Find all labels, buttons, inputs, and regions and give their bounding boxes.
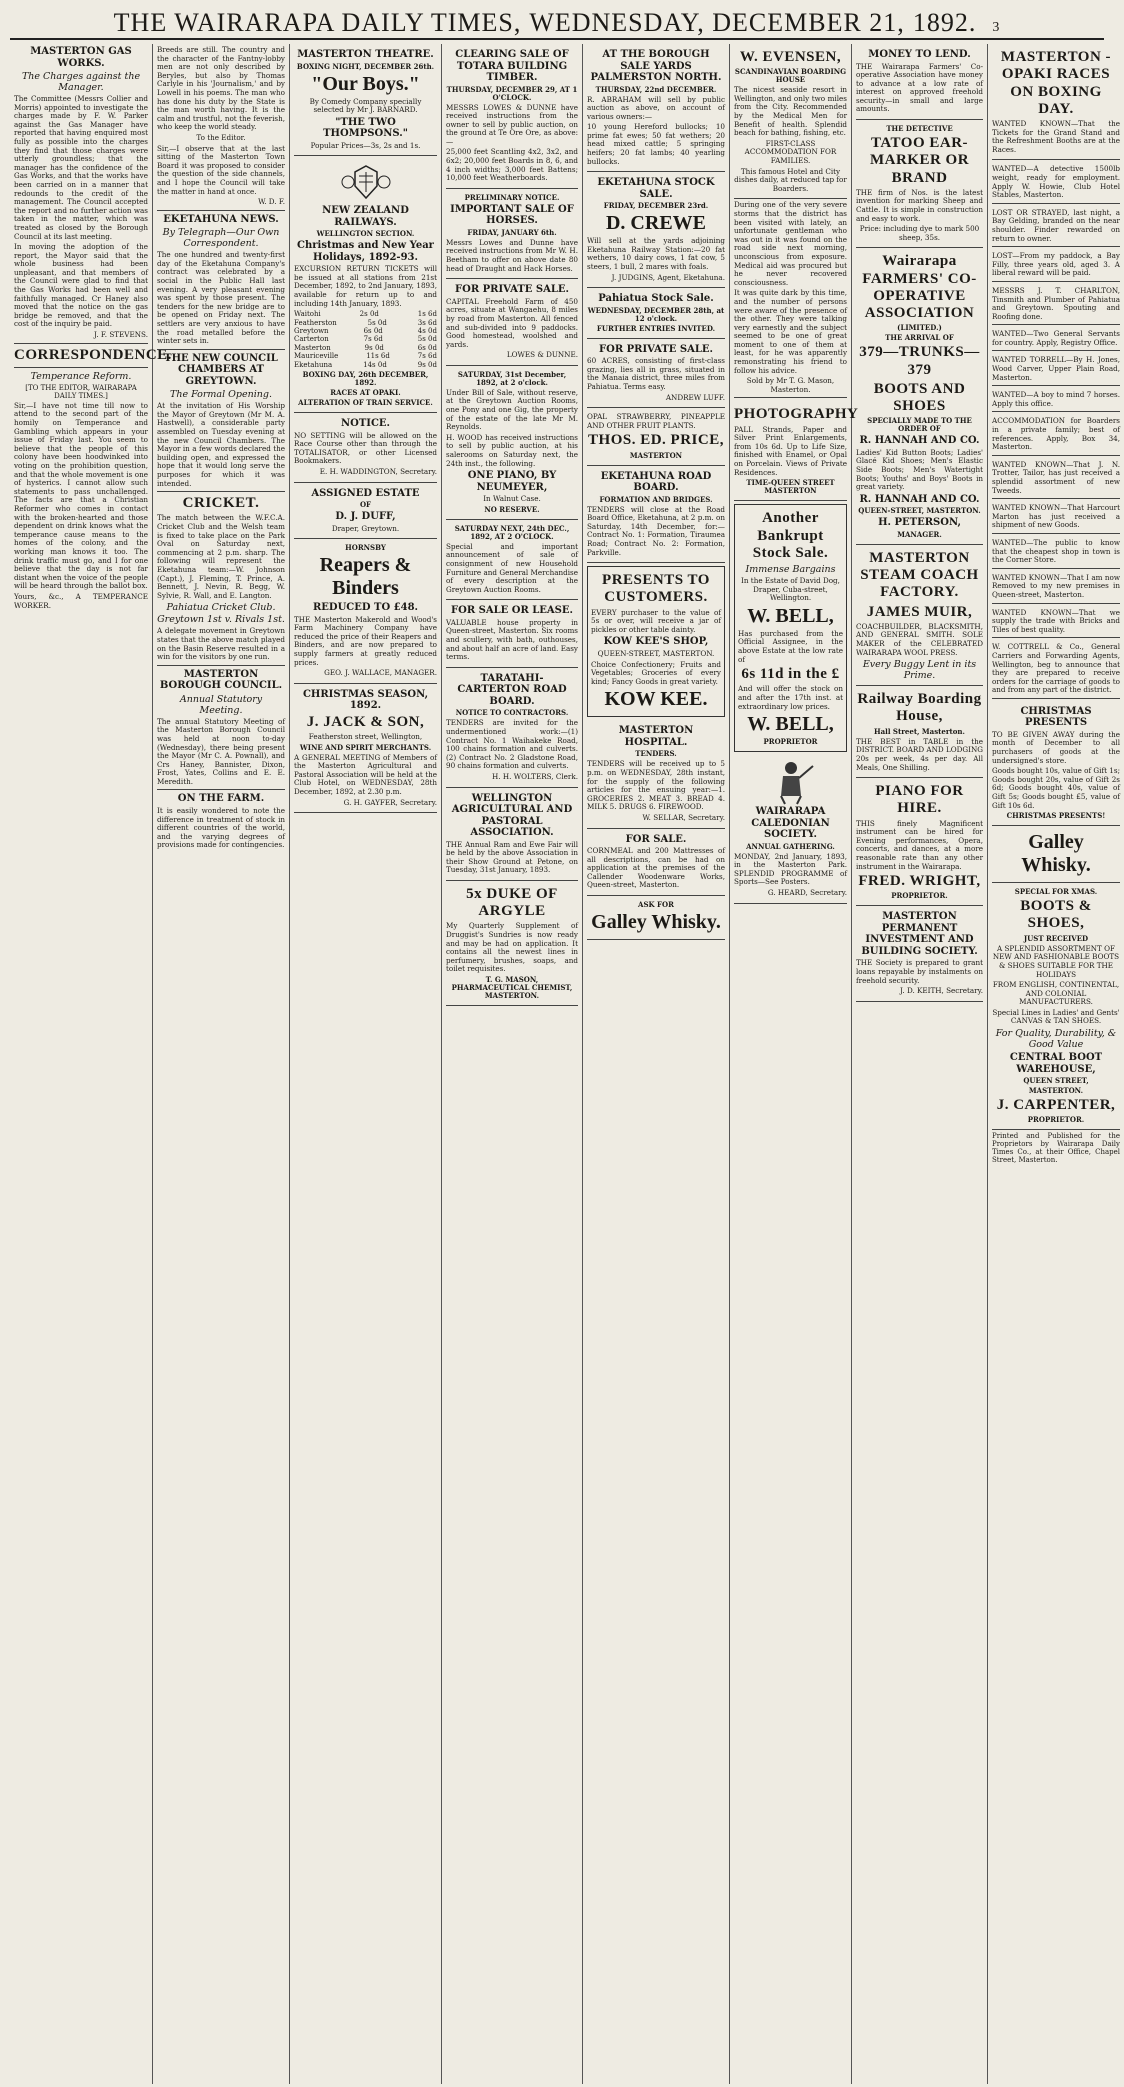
further-entries: FURTHER ENTRIES INVITED.	[596, 323, 716, 333]
printer-imprint: Printed and Published for the Proprietors by Wairarapa Daily Times Co., at their Office, Chapel Street, Masterton.	[992, 1132, 1120, 1165]
fruit-plants-body: OPAL STRAWBERRY, PINEAPPLE AND OTHER FRUIT PLANTS.	[587, 412, 725, 430]
christmas-presents-body: TO BE GIVEN AWAY during the month of December to all purchasers of goods at the undersigned's store.	[992, 729, 1120, 765]
boots-shoes-heading: BOOTS & SHOES,	[1020, 898, 1092, 932]
railway-boarding-ad	[856, 686, 983, 778]
presents-ad	[587, 566, 725, 717]
coach-factory-ad	[856, 545, 983, 686]
gas-works-heading: MASTERTON GAS WORKS.	[30, 46, 132, 69]
council-chambers-sub: The Formal Opening.	[169, 389, 273, 401]
greytown-auction-ad	[446, 366, 578, 520]
christmas-presents-title: CHRISTMAS PRESENTS	[1020, 705, 1092, 729]
gas-works-body: The Committee (Messrs Collier and Morris) appointed to investigate the charges made by F. W. Parker against the Gas Manager have reported that having enquired most fully as possible into the charges they find that those charges were utterly groundless; that the manager has the confidence of the Gas Works, and that the works have been carried on in a manner that redounds to the credit of the management. The Council accepted the report and no further action was taken in the matter, which was treated as closed by the Borough Council at its last meeting.	[14, 94, 148, 241]
hornsby-label: HORNSBY	[345, 543, 386, 553]
presents-body: EVERY purchaser to the value of 5s or over, will receive a jar of pickles or other table dainty.	[591, 607, 721, 634]
peterson-role: MANAGER.	[897, 529, 942, 539]
wanted-item: WANTED KNOWN—That we supply the trade with Bricks and Tiles of best quality.	[992, 606, 1120, 639]
private-sale-signature: LOWES & DUNNE.	[506, 350, 578, 360]
issue-date: WEDNESDAY, DECEMBER 21,	[529, 8, 905, 37]
money-body: THE Wairarapa Farmers' Co-operative Association have money to advance at a low rate of interest on approved freehold security—in small and large amounts.	[856, 61, 983, 114]
association-body: THE Annual Ram and Ewe Fair will be held by the above Association in their Show Ground at Petone, on Tuesday, 31st January, 1893.	[446, 839, 578, 875]
temperance-heading: Temperance Reform.	[30, 370, 132, 382]
kow-kee-title: KOW KEE'S SHOP,	[603, 636, 709, 648]
page-number: 3	[992, 20, 1001, 35]
central-street: QUEEN STREET,	[1023, 1076, 1089, 1086]
christmas-presents-ad	[992, 701, 1120, 826]
bell-body: Has purchased from the Official Assignee, in the above Estate at the low rate of	[738, 628, 843, 664]
hospital-body: TENDERS will be received up to 5 p.m. on WEDNESDAY, 28th instant, for the supply of the following articles for the ensuing year:—1. GROCERIES 2. MEAT 3. BREAD 4. MILK 5. DRUGS 6. FIREWOOD.	[587, 759, 725, 812]
caledonian-ad	[734, 755, 847, 903]
kow-kee-sign: KOW KEE.	[604, 688, 708, 711]
wanted-item: WANTED KNOWN—That J. N. Trotter, Tailor, has just received a splendid assortment of new Tweeds.	[992, 458, 1120, 499]
lease-ad	[446, 600, 578, 667]
peterson-name: H. PETERSON,	[878, 517, 961, 529]
photography-title: PHOTOGRAPHY	[734, 406, 859, 423]
evensen-trade: SCANDINAVIAN BOARDING HOUSE	[734, 67, 847, 85]
road-board-title: TARATAHI-CARTERTON ROAD BOARD.	[457, 672, 567, 707]
borough-council-sub: Annual Statutory Meeting.	[179, 693, 263, 716]
carpenter-role: PROPRIETOR.	[1027, 1115, 1085, 1125]
reapers-title: Reapers & Binders	[319, 554, 412, 600]
column-3	[290, 44, 442, 2084]
hospital-ad	[587, 720, 725, 828]
trunks-count: 379—TRUNKS—379	[859, 344, 980, 378]
assigned-name: D. J. DUFF,	[335, 511, 396, 523]
council-chambers-heading: THE NEW COUNCIL CHAMBERS AT GREYTOWN.	[164, 352, 278, 387]
palmerston-title: AT THE BOROUGH SALE YARDS PALMERSTON NORTH.	[590, 49, 722, 83]
story-body-2: It was quite dark by this time, and the number of persons were aware of the presence of the other. They were talking very earnestly and the subject seemed to be one of great moment to one of them at least, for he was apparently remonstrating his friend to follow his advice.	[734, 288, 847, 375]
crewe-signature: J. JUDGINS, Agent, Eketahuna.	[611, 272, 725, 282]
price-town: MASTERTON	[629, 450, 683, 460]
bankrupt-estate: In the Estate of David Dog, Draper, Cuba-street, Wellington.	[741, 576, 840, 603]
article-continued: Breeds are still. The country and the character of the Fantny-lobby men are not only described by Beryles, but also by Thomas Carlyle in his 'Journalism,' and by Lowell in his poems. The man who has done his duty by the State is the man worth having. It is the calm and trustful, not the feverish, who keep the world steady.	[157, 45, 285, 132]
cornmeal-title: FOR SALE.	[625, 833, 687, 845]
eketahuna-road-sub: FORMATION AND BRIDGES.	[599, 494, 713, 504]
ear-marker-ad	[856, 120, 983, 248]
clearing-date: THURSDAY, DECEMBER 29, AT 1 O'CLOCK.	[446, 84, 578, 102]
galley-whisky-title-2: Galley Whisky.	[1021, 831, 1091, 877]
eketahuna-stock-date: FRIDAY, DECEMBER 23rd.	[603, 201, 709, 211]
greytown-match-heading: Greytown 1st v. Rivals 1st.	[157, 614, 285, 626]
greytown-match-body: A delegate movement in Greytown states that the above match played on the Basin Reserve resulted in a win for the visitors by one run.	[157, 626, 285, 662]
fares-row: Waitohi 2s 0d 1s 6d	[294, 310, 437, 319]
duke-title: 5x DUKE OF ARGYLE	[466, 885, 558, 920]
railways-holidays: Christmas and New Year Holidays, 1892-93.	[297, 240, 434, 263]
furniture-date: SATURDAY NEXT, 24th DEC., 1892, AT 2 O'CLOCK.	[454, 523, 570, 541]
notice-body: NO SETTING will be allowed on the Race Course other than through the TOTALISATOR, or other Licensed Bookmakers.	[294, 430, 437, 466]
farm-private-body: 60 ACRES, consisting of first-class grazing, lies all in grass, situated in the Manaia district, three miles from Pahiatua. Terms easy.	[587, 356, 725, 391]
money-title: MONEY TO LEND.	[868, 49, 971, 60]
eketahuna-stock-ad	[587, 172, 725, 288]
fares-row: Featherston 5s 0d 3s 6d	[294, 318, 437, 327]
railways-body: EXCURSION RETURN TICKETS will be issued at all stations from 21st December, 1892, to 2nd January, 1893, available for return up to and including 14th January, 1893.	[294, 264, 437, 308]
correspondence-heading: CORRESPONDENCE.	[14, 346, 172, 363]
opaki-races-title: MASTERTON - OPAKI RACES ON BOXING DAY.	[1000, 49, 1112, 117]
fares-table	[294, 310, 437, 369]
evensen-note: FIRST-CLASS ACCOMMODATION FOR FAMILIES.	[744, 138, 837, 165]
reapers-signature: GEO. J. WALLACE, MANAGER.	[324, 668, 437, 678]
tatoo-body: THE firm of Nos. is the latest invention for marking Sheep and Cattle. It is simple in construction and easy to work.	[856, 187, 983, 223]
column-6	[730, 44, 859, 2084]
palmerston-body: R. ABRAHAM will sell by public auction as above, on account of various owners:—	[587, 94, 725, 121]
wanted-item: WANTED—A detective 1500lb weight, ready for employment. Apply W. Howie, Club Hotel Stables, Masterton.	[992, 162, 1120, 203]
duke-body: My Quarterly Supplement of Druggist's Sundries is now ready and may be had on application. It contains all the newest lines in perfumery, brushes, soaps, and toilet requisites.	[446, 921, 578, 974]
eketahuna-road-body: TENDERS will close at the Road Board Office, Eketahuna, at 2 p.m. on Saturday, 14th December, for:—Contract No. 1: Formation, Tiraumea Road; Contract No. 2: Formation, Parkville.	[587, 504, 725, 557]
christmas-presents-banner: CHRISTMAS PRESENTS!	[1006, 811, 1106, 821]
photography-body: PALL Strands, Paper and Silver Print Enlargements, from 10s 6d. Up to Life Size, finished with Enamel, or Opal on Porcelain. Views of Private Residences.	[734, 424, 847, 477]
eketahuna-road-title: EKETAHUNA ROAD BOARD.	[600, 470, 712, 494]
quality-tagline: For Quality, Durability, & Good Value	[995, 1028, 1117, 1051]
hospital-sub: TENDERS.	[635, 749, 677, 759]
letter-body: Sir,—I observe that at the last sitting of the Masterton Town Board it was proposed to consider the question of the side channels, and I hope the Council will take the matter in hand at once.	[157, 143, 285, 196]
council-chambers-body: At the invitation of His Worship the Mayor of Greytown (Mr M. A. Hastwell), a considerable party assembled on Tuesday evening at the new Council Chambers. The Mayor in a few words declared the building open, and expressed the hope that it would long serve the purposes for which it was intended.	[157, 401, 285, 488]
private-sale-body: CAPITAL Freehold Farm of 450 acres, situate at Wangaehu, 8 miles by road from Masterton. All fenced and sub-divided into 9 paddocks. Good homestead, woolshed and yards.	[446, 296, 578, 349]
muir-name: JAMES MUIR,	[866, 603, 973, 620]
coach-title: MASTERTON STEAM COACH FACTORY.	[860, 549, 979, 601]
bell-body-2: And will offer the stock on and after the 17th inst. at extraordinary low prices.	[738, 684, 843, 711]
bankrupt-sale-ad	[734, 504, 847, 752]
wanted-item: LOST OR STRAYED, last night, a Bay Gelding, branded on the near shoulder. Finder rewarded on return to owner.	[992, 206, 1120, 247]
lease-title: FOR SALE OR LEASE.	[451, 605, 573, 617]
boots-made-label: SPECIALLY MADE TO THE ORDER OF	[867, 416, 972, 434]
horses-date: FRIDAY, JANUARY 6th.	[467, 227, 557, 237]
reapers-price: REDUCED TO £48.	[312, 602, 419, 614]
boots-shoes-title: BOOTS AND SHOES	[873, 380, 966, 415]
opaki-races: RACES AT OPAKI.	[330, 388, 401, 398]
price-name: THOS. ED. PRICE,	[588, 432, 724, 449]
auction-date: SATURDAY, 31st December, 1892, at 2 o'clock.	[457, 369, 567, 387]
ask-for-label: ASK FOR	[638, 899, 674, 909]
association-title: WELLINGTON AGRICULTURAL AND PASTORAL ASSOCIATION.	[451, 792, 573, 838]
bell-signature: W. BELL,	[747, 713, 834, 736]
galley-whisky-title: Galley Whisky.	[591, 910, 721, 933]
kow-kee-address: QUEEN-STREET, MASTERTON.	[597, 648, 715, 658]
mason-credit: Sold by Mr T. G. Mason, Masterton.	[746, 376, 835, 394]
farm-body: It is easily wondered to note the difference in treatment of stock in different countries of the world, and the varying degrees of provisions made for contingencies.	[157, 805, 285, 850]
muir-body-2: Every Buggy Lent in its Prime.	[862, 659, 977, 682]
farm-heading: ON THE FARM.	[177, 793, 265, 805]
fares-row: Eketahuna 14s 0d 9s 0d	[294, 360, 437, 369]
boots-list: Ladies' Kid Button Boots; Ladies' Glacé Kid Shoes; Men's Elastic Side Boots; Men's Watertight Boots; Youths' and Boys' Boots in great variety.	[856, 447, 983, 492]
wanted-item: ACCOMMODATION for Boarders in a private family; best of references. Apply, Box 34, Masterton.	[992, 414, 1120, 455]
evensen-ad	[734, 44, 847, 199]
cricket-body: The match between the W.F.C.A. Cricket Club and the Welsh team is fixed to take place on the Park Oval on Saturday next, commencing at 2 p.m. sharp. The following will represent the Eketahuna team:—W. Johnson (Capt.), J. Fleming, T. Prince, A. Bennett, J. Nevin, R. Begg, W. Sylvie, R. Wall, and E. Langton.	[157, 513, 285, 600]
fares-row: Masterton 9s 0d 6s 0d	[294, 343, 437, 352]
caledonian-title: WAIRARAPA CALEDONIAN SOCIETY.	[751, 806, 830, 841]
pahiatua-stock-title: Pahiatua Stock Sale.	[598, 293, 714, 305]
just-received: JUST RECEIVED	[1023, 933, 1089, 943]
wright-name: FRED. WRIGHT,	[858, 873, 981, 890]
railway-boarding-title: Railway Boarding House,	[857, 691, 982, 725]
pahiatua-stock-ad	[587, 288, 725, 339]
story-body: During one of the very severe storms that the district has been visited with lately, an unfortunate gentleman who was out in it was found on the road side next morning, unconscious from exposure. Medical aid was procured but he never recovered consciousness.	[734, 200, 847, 287]
bell-price: 6s 11d in the £	[741, 666, 840, 683]
clearing-items: 25,000 feet Scantling 4x2, 3x2, and 6x2; 20,000 feet Boards in 8, 6, and 4 inch widths; 3,000 feet Battens; 10,000 feet Weatherboards.	[446, 147, 578, 183]
farmers-limited: (LIMITED.)	[897, 323, 942, 333]
piano-case: In Walnut Case.	[483, 494, 541, 504]
theatre-title: MASTERTON THEATRE.	[297, 49, 434, 60]
clearing-sale-ad	[446, 44, 578, 189]
theatre-show: "Our Boys."	[311, 72, 420, 95]
central-town: MASTERTON.	[1028, 1086, 1084, 1096]
hospital-title: MASTERTON HOSPITAL.	[618, 725, 694, 748]
building-society-title: MASTERTON PERMANENT INVESTMENT AND BUILDING SOCIETY.	[861, 911, 978, 957]
piano-hire-title: PIANO FOR HIRE.	[875, 783, 964, 817]
cornmeal-body: CORNMEAL and 200 Mattresses of all descriptions, can be had on application at the premises of the Callender Woodenware Works, Queen-street, Masterton.	[587, 846, 725, 890]
wanted-item: WANTED TORRELL—By H. Jones, Wood Carver, Upper Plain Road, Masterton.	[992, 353, 1120, 386]
gas-works-signature: J. F. STEVENS.	[94, 330, 148, 340]
reapers-body: THE Masterton Makerold and Wood's Farm Machinery Company have reduced the price of their Reapers and Binders, and are now prepared to supply farmers at greatly reduced prices.	[294, 614, 437, 667]
auction-body: Under Bill of Sale, without reserve, at the Greytown Auction Rooms, one Pony and one Gig, the property of the estate of the late Mr M. Reynolds.	[446, 387, 578, 432]
railways-section: WELLINGTON SECTION.	[316, 229, 415, 239]
column-2	[153, 44, 290, 2084]
money-lend-ad	[856, 44, 983, 120]
kow-kee-items: Choice Confectionery; Fruits and Vegetables; Groceries of every kind; Fancy Goods in great variety.	[591, 659, 721, 686]
train-alteration: ALTERATION OF TRAIN SERVICE.	[298, 398, 433, 408]
piano-title: ONE PIANO, BY NEUMEYER,	[467, 470, 557, 493]
tatoo-price: Price: including dye to mark 500 sheep, 35s.	[859, 224, 980, 242]
fares-row: Carterton 7s 6d 5s 0d	[294, 335, 437, 344]
farm-private-title: FOR PRIVATE SALE.	[599, 343, 713, 355]
caledonian-body: MONDAY, 2nd January, 1893, in the Masterton Park. SPLENDID PROGRAMME of Sports—See Posters.	[734, 851, 847, 887]
building-society-body: THE Society is prepared to grant loans repayable by instalments on freehold security.	[856, 958, 983, 985]
clearing-body: MESSRS LOWES & DUNNE have received instructions from the owner to sell by public auction, on the ground at Te Ore Ore, as above:—	[446, 102, 578, 146]
opaki-races-body: WANTED KNOWN—That the Tickets for the Grand Stand and the Refreshment Booths are at the Races.	[992, 119, 1120, 154]
boxing-day-heading: BOXING DAY, 26th DECEMBER, 1892.	[302, 370, 429, 388]
general-meeting-signature: G. H. GAYFER, Secretary.	[343, 797, 437, 807]
galley-whisky-ad-2	[992, 826, 1120, 883]
gas-works-body-2: In moving the adoption of the report, the Mayor said that the whole business had been unpleasant, and that members of the Council were glad to find that the Gas Works had been well and faithfully managed. Cr Haney also moved that the notice on the gas bridge be removed, and that the cost of the inquiry be paid.	[14, 242, 148, 329]
wanted-item: WANTED KNOWN—That I am now Removed to my new premises in Queen-street, Masterton.	[992, 571, 1120, 604]
column-1	[10, 44, 172, 2084]
jack-son-trade: WINE AND SPIRIT MERCHANTS.	[299, 742, 432, 752]
road-board-body: TENDERS are invited for the undermentioned work:—(1) Contract No. 1 Waihakeke Road, 100 chains formation and culverts. (2) Contract No. 2 Gladstone Road, 90 chains formation and culverts.	[446, 718, 578, 771]
assigned-trade: Draper, Greytown.	[331, 523, 400, 533]
wanted-item: WANTED—The public to know that the cheapest shop in town is the Corner Store.	[992, 536, 1120, 569]
pahiatua-stock-date: WEDNESDAY, DECEMBER 28th, at 12 o'clock.	[587, 305, 725, 323]
notice-signature: E. H. WADDINGTON, Secretary.	[319, 466, 437, 476]
letter-signature: W. D. F.	[258, 197, 285, 207]
horses-body: Messrs Lowes and Dunne have received instructions from Mr W. H. Beetham to offer on above date 80 head of Draught and Hack Horses.	[446, 237, 578, 273]
piper-emblem-icon	[734, 758, 847, 804]
columns	[10, 44, 1120, 2084]
coat-of-arms-icon	[294, 162, 437, 202]
building-society-ad	[856, 906, 983, 1001]
railways-title: NEW ZEALAND RAILWAYS.	[322, 205, 409, 228]
muir-body: COACHBUILDER, BLACKSMITH, AND GENERAL SMITH. SOLE MAKER of the CELEBRATED WAIRARAPA WOOL PRESS.	[856, 621, 983, 657]
fruit-plants-ad	[587, 408, 725, 465]
wanted-item: LOST—From my paddock, a Bay Filly, three years old, aged 3. A liberal reward will be paid.	[992, 249, 1120, 282]
furniture-sale-ad	[446, 520, 578, 601]
farm-private-sale-ad	[587, 339, 725, 408]
xmas-special: SPECIAL FOR XMAS.	[1014, 887, 1098, 897]
borough-council-heading: MASTERTON BOROUGH COUNCIL.	[159, 668, 283, 692]
farmers-association-ad	[856, 248, 983, 544]
column-7	[852, 44, 988, 2084]
lease-body: VALUABLE house property in Queen-street, Masterton. Six rooms and scullery, with bath, outhouses, and about half an acre of land. Easy terms.	[446, 617, 578, 662]
palmerston-sale-ad	[587, 44, 725, 172]
galley-whisky-ad	[587, 896, 725, 940]
preliminary-notice: PRELIMINARY NOTICE.	[464, 192, 560, 202]
assigned-title: ASSIGNED ESTATE	[311, 487, 420, 499]
assigned-of: OF	[359, 500, 372, 510]
horses-title: IMPORTANT SALE OF HORSES.	[450, 203, 574, 227]
bankrupt-title: Another Bankrupt Stock Sale.	[752, 510, 829, 561]
jack-son-ad	[294, 684, 437, 813]
jack-son-name: J. JACK & SON,	[306, 713, 425, 730]
theatre-company: By Comedy Company specially selected by Mr J. BARNARD.	[309, 96, 422, 115]
piano-hire-body: THIS finely Magnificent instrument can be hired for Evening performances, Opera, concerts, and dances, at a more reasonable rate than any other instrument in the Wairarapa.	[856, 818, 983, 871]
clearing-title: CLEARING SALE OF TOTARA BUILDING TIMBER.	[455, 49, 569, 83]
eketahuna-road-ad	[587, 466, 725, 564]
letter-addressee: To the Editor.	[196, 132, 246, 142]
evensen-note-2: This famous Hotel and City dishes daily, at reduced tap for Boarders.	[734, 166, 847, 193]
eketahuna-news-body: The one hundred and twenty-first day of the Eketahuna Company's contract was celebrated by a social in the Public Hall last evening. A very pleasant evening was spent by those present. The tenders for the new bridge are to be opened on Friday next. The settlers are very anxious to have the road metalled before the winter sets in.	[157, 250, 285, 346]
masthead	[10, 8, 1104, 40]
wanted-item: WANTED KNOWN—That Harcourt Marton has just received a shipment of new Goods.	[992, 501, 1120, 534]
race-notice	[294, 413, 437, 482]
christmas-presents-list: Goods bought 10s, value of Gift 1s; Goods bought 20s, value of Gift 2s 6d; Goods bought 40s, value of Gift 5s; Goods bought £5, value of Gift 10s 6d.	[992, 766, 1120, 810]
railways-ad	[294, 156, 437, 413]
wanted-item: MESSRS J. T. CHARLTON, Tinsmith and Plumber of Pahiatua and Greytown. Spouting and Roofing done.	[992, 284, 1120, 325]
hannah-co: R. HANNAH AND CO.	[859, 493, 980, 505]
association-ad	[446, 788, 578, 881]
photography-ad	[734, 401, 859, 501]
crewe-name: D. CREWE	[605, 212, 706, 235]
railway-boarding-body: THE BEST in TABLE in the DISTRICT. BOARD AND LODGING 20s per week, 4s per day. All Meals, One Shilling.	[856, 736, 983, 772]
season-heading: CHRISTMAS SEASON, 1892.	[302, 688, 429, 712]
photography-studio: TIME-QUEEN STREET MASTERTON	[746, 478, 835, 496]
fares-row: Mauriceville 11s 6d 7s 6d	[294, 352, 437, 361]
central-boot-ad	[992, 883, 1120, 1130]
furniture-body: Special and important announcement of sale of consignment of new Household Furniture and General Merchandise of every description at the Greytown Auction Rooms.	[446, 541, 578, 594]
palmerston-stock: 10 young Hereford bullocks; 10 prime fat ewes; 50 fat wethers; 20 head mixed cattle; 5 springing heifers; 20 fat lambs; 40 yearling bullocks.	[587, 122, 725, 166]
eketahuna-news-byline: By Telegraph—Our Own Correspondent.	[162, 227, 280, 250]
pahiatua-cricket-heading: Pahiatua Cricket Club.	[166, 602, 276, 614]
column-8	[988, 44, 1124, 2084]
hannah-name: R. HANNAH AND CO.	[859, 435, 980, 447]
crewe-body: Will sell at the yards adjoining Eketahuna Railway Station:—20 fat wethers, 10 dairy cows, 1 fat cow, 5 steers, 1 bull, 2 mares with foals.	[587, 236, 725, 272]
boots-special-lines: Special Lines in Ladies' and Gents' CANVAS & TAN SHOES.	[992, 1007, 1120, 1026]
tatoo-title: TATOO EAR-MARKER OR BRAND	[869, 135, 970, 186]
road-board-ad	[446, 668, 578, 788]
boots-manufacturers: FROM ENGLISH, CONTINENTAL, AND COLONIAL MANUFACTURERS.	[992, 980, 1120, 1007]
duke-argyle-ad	[446, 881, 578, 1006]
newspaper-title: THE WAIRARAPA DAILY TIMES,	[113, 8, 522, 37]
eketahuna-stock-title: EKETAHUNA STOCK SALE.	[597, 177, 715, 200]
issue-year: 1892.	[912, 8, 977, 37]
notice-heading: NOTICE.	[340, 418, 391, 430]
column-5	[583, 44, 730, 2084]
private-sale-ad	[446, 279, 578, 366]
evensen-body: The nicest seaside resort in Wellington, and only two miles from the City. Recommended by the Medical Men for Benefit of health. Splendid beach for bathing, fishing, etc.	[734, 85, 847, 138]
theatre-prices: Popular Prices—3s, 2s and 1s.	[310, 140, 421, 150]
bell-name: W. BELL,	[747, 604, 834, 627]
hannah-street: QUEEN-STREET, MASTERTON.	[858, 506, 981, 516]
wright-role: PROPRIETOR.	[891, 891, 948, 901]
theatre-night: BOXING NIGHT, DECEMBER 26th.	[296, 61, 435, 71]
gas-works-subheading: The Charges against the Manager.	[21, 71, 141, 93]
railway-boarding-sub: Hall Street, Masterton.	[874, 726, 965, 736]
temperance-body: Sir,—I have not time till now to attend to the second part of the homily on Temperance and Gambling which appears in your issue of Friday last. You seem to believe that the people of this colony have been hoodwinked into voting on the prohibition question, and that the whole movement is one of hysterics. I cannot allow such statements to pass unchallenged. The facts are that a Christian Reformer who comes in contact with the broken-hearted and those dependent on drink knows what the temperance cause means to the homes of the colony, and the working man knows it too. The drink traffic must go, and I for one believe that the day is not far distant when the voice of the people will be heard through the ballot box.	[14, 400, 148, 591]
wood-sale-body: H. WOOD has received instructions to sell by public auction, at his salerooms on Saturday next, the 24th inst., the following.	[446, 432, 578, 468]
caledonian-signature: G. HEARD, Secretary.	[767, 888, 847, 898]
horses-sale-ad	[446, 189, 578, 279]
caledonian-sub: ANNUAL GATHERING.	[746, 841, 835, 851]
jack-son-address: Featherston street, Wellington,	[308, 732, 423, 742]
cottrell-ad: W. COTTRELL & Co., General Carriers and Forwarding Agents, Wellington, beg to announce that they are prepared to receive orders for the carriage of goods to and from any part of the district.	[992, 640, 1120, 699]
arrival-label: THE ARRIVAL OF	[885, 333, 954, 343]
hospital-signature: W. SELLAR, Secretary.	[642, 812, 725, 822]
palmerston-date: THURSDAY, 22nd DECEMBER.	[595, 84, 717, 94]
road-board-signature: H. H. WOLTERS, Clerk.	[492, 771, 578, 781]
evensen-name: W. EVENSEN,	[739, 49, 842, 65]
theatre-farce: "THE TWO THOMPSONS."	[323, 116, 408, 140]
eketahuna-news-heading: EKETAHUNA NEWS.	[163, 213, 279, 225]
carpenter-name: J. CARPENTER,	[996, 1097, 1116, 1114]
bankrupt-sub: Immense Bargains	[745, 564, 836, 575]
temperance-addressee: [TO THE EDITOR, WAIRARAPA DAILY TIMES.]	[25, 383, 137, 400]
temperance-body-2: Yours, &c., A TEMPERANCE WORKER.	[14, 591, 148, 610]
private-sale-title: FOR PRIVATE SALE.	[455, 284, 569, 296]
farmers-title: Wairarapa FARMERS' CO-OPERATIVE ASSOCIATION	[862, 253, 977, 322]
cricket-heading: CRICKET.	[182, 495, 260, 512]
wanted-item: WANTED—Two General Servants for country. Apply, Registry Office.	[992, 327, 1120, 351]
wanted-item: WANTED—A boy to mind 7 horses. Apply this office.	[992, 388, 1120, 412]
wanted-column	[992, 162, 1120, 638]
no-reserve: NO RESERVE.	[484, 504, 540, 514]
bell-proprietor: PROPRIETOR	[763, 737, 818, 747]
presents-title: PRESENTS TO CUSTOMERS.	[602, 572, 710, 606]
central-warehouse: CENTRAL BOOT WAREHOUSE,	[1009, 1052, 1103, 1075]
theatre-ad	[294, 44, 437, 156]
piano-hire-ad	[856, 778, 983, 906]
detective-label: THE DETECTIVE	[886, 124, 953, 134]
assigned-estate-ad	[294, 483, 437, 540]
fares-row: Greytown 6s 0d 4s 0d	[294, 327, 437, 336]
cornmeal-sale-ad	[587, 829, 725, 896]
duke-signature: T. G. MASON, PHARMACEUTICAL CHEMIST, MASTERTON.	[451, 974, 573, 1000]
building-society-signature: J. D. KEITH, Secretary.	[900, 986, 983, 996]
general-meeting-body: A GENERAL MEETING of Members of the Masterton Agricultural and Pastoral Association will be held at the Club Hotel, on WEDNESDAY, 28th December, 1892, at 2.30 p.m.	[294, 752, 437, 797]
farm-private-signature: ANDREW LUFF.	[665, 392, 725, 402]
opaki-races-ad	[992, 44, 1120, 160]
boots-assortment: A SPLENDID ASSORTMENT OF NEW AND FASHIONABLE BOOTS & SHOES SUITABLE FOR THE HOLIDAYS	[992, 943, 1120, 979]
column-4	[442, 44, 583, 2084]
reapers-ad	[294, 539, 437, 684]
borough-council-body: The annual Statutory Meeting of the Masterton Borough Council was held at noon to-day (Wednesday), there being present the Mayor (Mr C. A. Pownall), and Crs Haney, Bannister, Dixon, Frost, Yates, Collins and E. E. Meredith.	[157, 716, 285, 786]
road-board-sub: NOTICE TO CONTRACTORS.	[455, 708, 569, 718]
